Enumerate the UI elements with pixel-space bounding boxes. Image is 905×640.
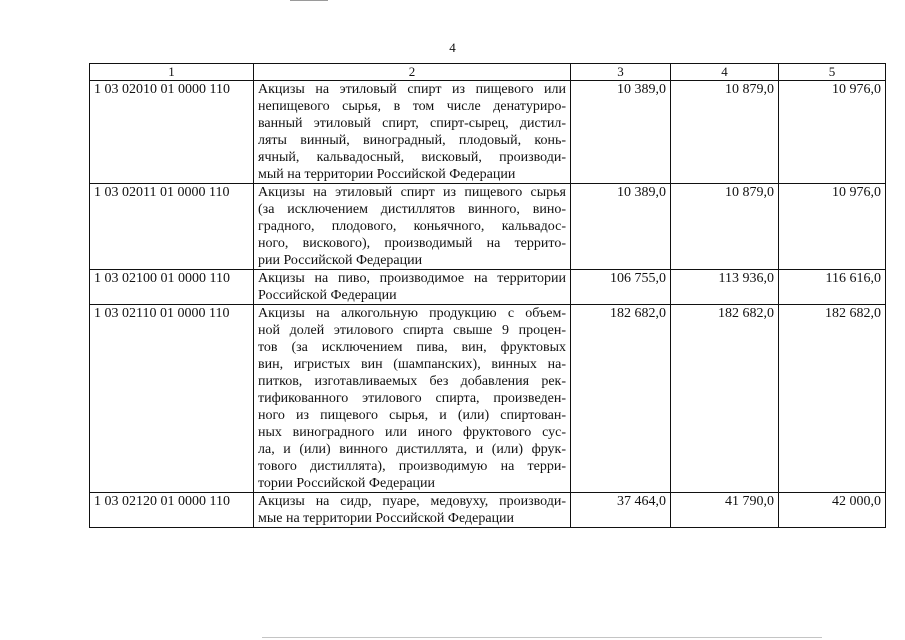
- description-line: Акцизы на пиво, производимое на территории: [258, 271, 566, 286]
- budget-table: [89, 63, 886, 528]
- amount-year-2: 41 790,0: [671, 493, 779, 528]
- amount-year-2: 10 879,0: [671, 184, 779, 270]
- amount-year-2: 10 879,0: [671, 81, 779, 184]
- amount-year-3: 42 000,0: [779, 493, 886, 528]
- budget-code: 1 03 02011 01 0000 110: [90, 184, 254, 270]
- amount-year-1: 10 389,0: [571, 184, 671, 270]
- amount-year-2: 113 936,0: [671, 270, 779, 305]
- description-line: ной долей этилового спирта свыше 9 процен-: [258, 323, 566, 338]
- description-line: Акцизы на этиловый спирт из пищевого или: [258, 82, 566, 97]
- description-line: Акцизы на этиловый спирт из пищевого сырья: [258, 185, 566, 200]
- amount-year-3: 10 976,0: [779, 81, 886, 184]
- description-line: Акцизы на сидр, пуаре, медовуху, производи-: [258, 494, 566, 509]
- header-col-4: 4: [671, 64, 779, 81]
- budget-code: 1 03 02110 01 0000 110: [90, 305, 254, 493]
- description-line: тификованного этилового спирта, произведен-: [258, 391, 566, 406]
- header-col-5: 5: [779, 64, 886, 81]
- table-row: [90, 270, 886, 305]
- description-line: мый на территории Российской Федерации: [258, 167, 516, 182]
- description-line: Российской Федерации: [258, 288, 397, 303]
- description-line: тового дистиллята), производимую на терри-: [258, 459, 566, 474]
- budget-code: 1 03 02100 01 0000 110: [90, 270, 254, 305]
- amount-year-1: 106 755,0: [571, 270, 671, 305]
- description-line: тории Российской Федерации: [258, 476, 436, 491]
- amount-year-3: 10 976,0: [779, 184, 886, 270]
- table-row: [90, 184, 886, 270]
- table-row: [90, 305, 886, 493]
- scan-mark-top: [290, 0, 328, 1]
- description-line: мые на территории Российской Федерации: [258, 511, 515, 526]
- description-line: рии Российской Федерации: [258, 253, 423, 268]
- amount-year-1: 10 389,0: [571, 81, 671, 184]
- description-line: ванный этиловый спирт, спирт-сырец, дистил-: [258, 116, 566, 131]
- amount-year-3: 116 616,0: [779, 270, 886, 305]
- revenue-description: [254, 184, 571, 270]
- description-line: вин, игристых вин (шампанских), винных на-: [258, 357, 566, 372]
- amount-year-1: 182 682,0: [571, 305, 671, 493]
- description-line: ного, вискового), производимый на террито-: [258, 236, 566, 251]
- description-line: ных виноградного или иного фруктового сус-: [258, 425, 566, 440]
- description-line: ляты винный, виноградный, плодовый, конь-: [258, 133, 566, 148]
- revenue-description: [254, 305, 571, 493]
- header-col-2: 2: [254, 64, 571, 81]
- revenue-description: [254, 270, 571, 305]
- revenue-description: [254, 493, 571, 528]
- description-line: непищевого сырья, в том числе денатуриро-: [258, 99, 566, 114]
- revenue-description: [254, 81, 571, 184]
- description-line: (за исключением дистиллятов винного, вино-: [258, 202, 566, 217]
- table-row: [90, 81, 886, 184]
- page-number: 4: [449, 40, 456, 55]
- description-line: питков, изготавливаемых без добавления рек-: [258, 374, 566, 389]
- amount-year-2: 182 682,0: [671, 305, 779, 493]
- scan-mark-bottom: [262, 637, 822, 638]
- description-line: ного из пищевого сырья, и (или) спиртован-: [258, 408, 566, 423]
- table-row: [90, 493, 886, 528]
- description-line: Акцизы на алкогольную продукцию с объем-: [258, 306, 566, 321]
- description-line: тов (за исключением пива, вин, фруктовых: [258, 340, 566, 355]
- header-col-1: 1: [90, 64, 254, 81]
- header-col-3: 3: [571, 64, 671, 81]
- header-row: [90, 64, 886, 81]
- description-line: ячный, кальвадосный, висковый, производи-: [258, 150, 566, 165]
- budget-code: 1 03 02120 01 0000 110: [90, 493, 254, 528]
- description-line: градного, плодового, коньячного, кальвадос-: [258, 219, 566, 234]
- description-line: ла, и (или) винного дистиллята, и (или) фрук-: [258, 442, 566, 457]
- amount-year-3: 182 682,0: [779, 305, 886, 493]
- budget-code: 1 03 02010 01 0000 110: [90, 81, 254, 184]
- amount-year-1: 37 464,0: [571, 493, 671, 528]
